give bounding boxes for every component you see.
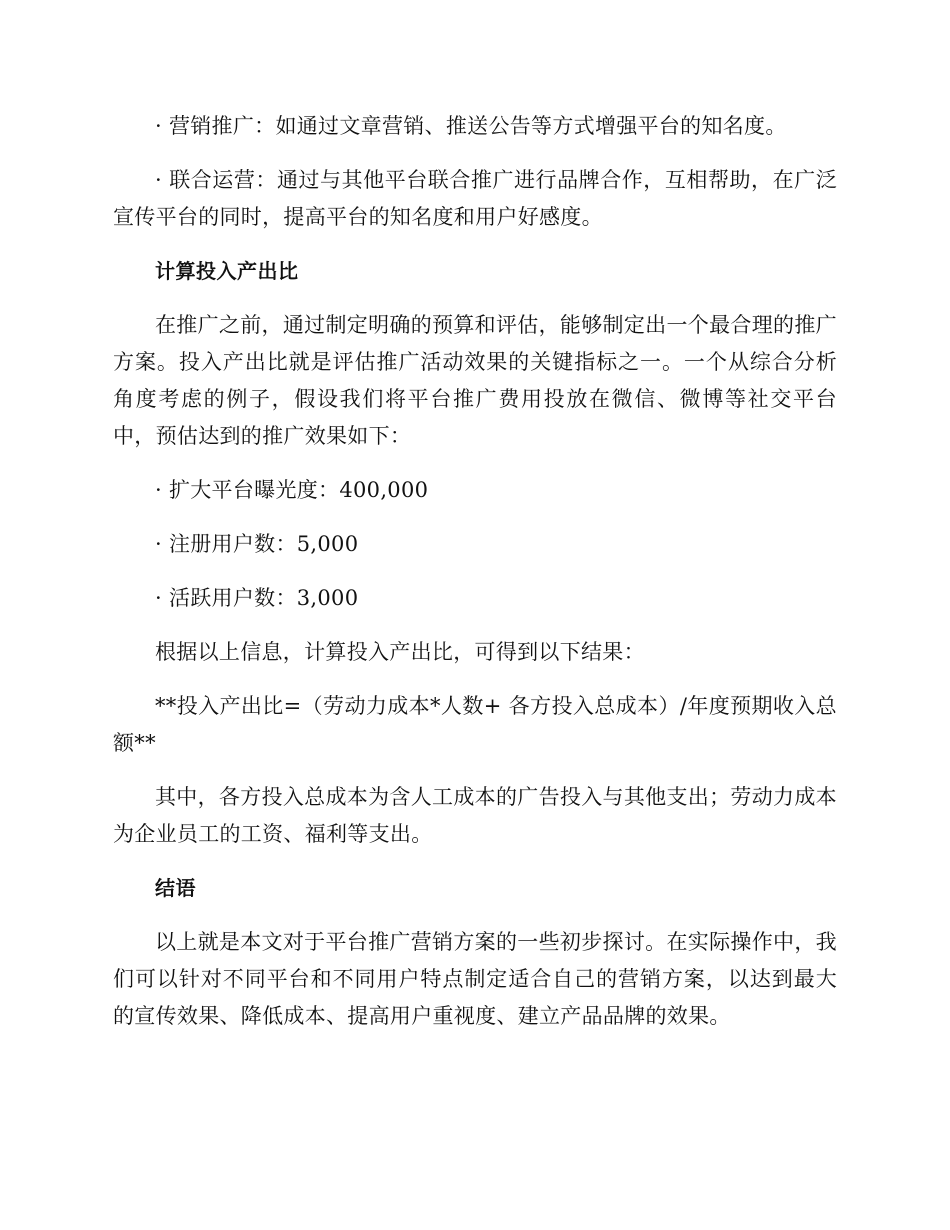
bullet-marketing-promotion: · 营销推广：如通过文章营销、推送公告等方式增强平台的知名度。	[155, 114, 787, 138]
bullet-active-users: · 活跃用户数：3,000	[155, 586, 359, 610]
paragraph-roi-formula: **投入产出比=（劳动力成本*人数+ 各方投入总成本）/年度预期收入总额**	[113, 694, 837, 755]
paragraph-cost-definition: 其中，各方投入总成本为含人工成本的广告投入与其他支出；劳动力成本为企业员工的工资、福利等支出。	[113, 785, 837, 846]
paragraph-roi-intro: 在推广之前，通过制定明确的预算和评估，能够制定出一个最合理的推广方案。投入产出比就是评估推广活动效果的关键指标之一。一个从综合分析角度考虑的例子，假设我们将平台推广费用投放在微信、微博等社交平台中，预估达到的推广效果如下：	[113, 313, 837, 448]
bullet-exposure: · 扩大平台曝光度：400,000	[155, 478, 429, 502]
paragraph-roi-lead: 根据以上信息，计算投入产出比，可得到以下结果：	[155, 640, 645, 664]
paragraph-conclusion: 以上就是本文对于平台推广营销方案的一些初步探讨。在实际操作中，我们可以针对不同平台和不同用户特点制定适合自己的营销方案，以达到最大的宣传效果、降低成本、提高用户重视度、建立产品品牌的效果。	[113, 930, 837, 1028]
document-body	[113, 108, 837, 1052]
bullet-registered-users: · 注册用户数：5,000	[155, 532, 359, 556]
section-heading-conclusion: 结语	[155, 876, 196, 900]
bullet-joint-operation: · 联合运营：通过与其他平台联合推广进行品牌合作，互相帮助，在广泛宣传平台的同时，提高平台的知名度和用户好感度。	[113, 168, 837, 229]
section-heading-roi: 计算投入产出比	[155, 259, 299, 283]
